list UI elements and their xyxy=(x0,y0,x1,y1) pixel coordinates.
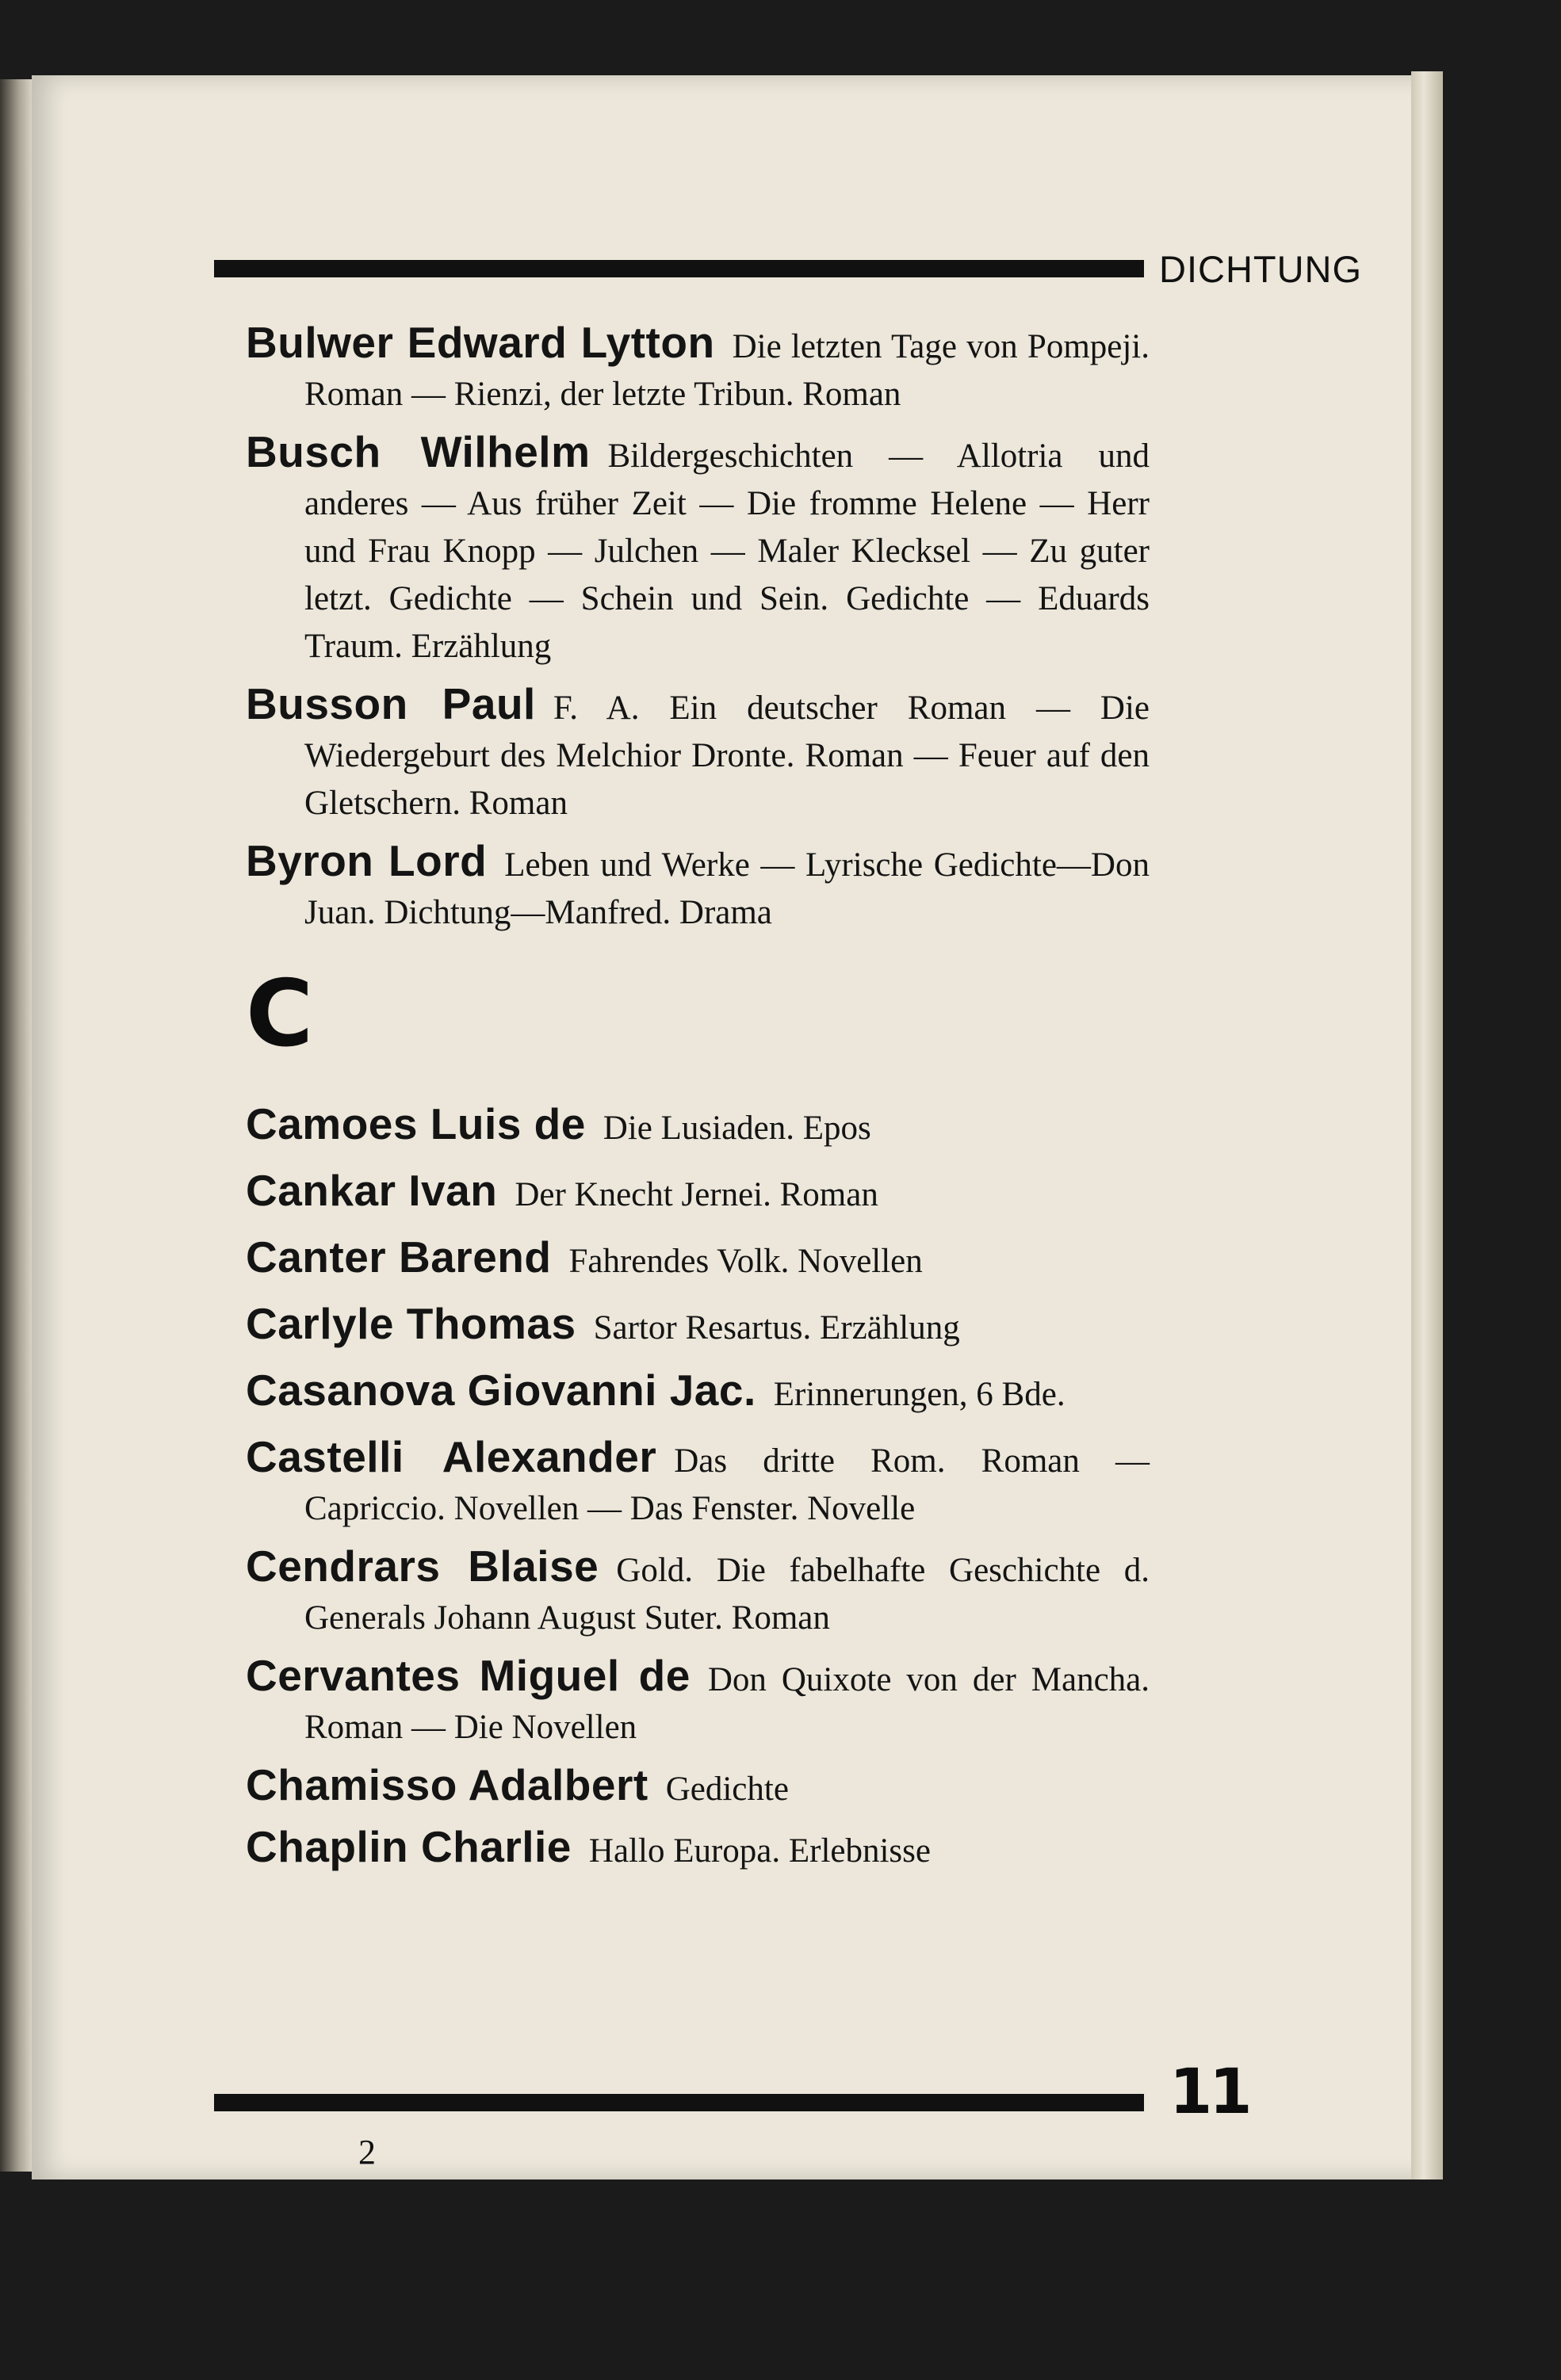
works-text: Bildergeschichten — Allotria und anderes — Aus früher Zeit — Die fromme Helene — Herr und Frau Knopp — Julchen — Maler Klecksel — Zu guter letzt. Gedichte — Schein und Sein. Gedichte — Eduards Traum. Erzählung xyxy=(304,437,1150,665)
works-text: Gold. Die fabelhafte Geschichte d. Generals Johann August Suter. Roman xyxy=(304,1552,1150,1637)
author-name: Carlyle Thomas xyxy=(246,1299,576,1348)
entry-carlyle xyxy=(246,1300,1150,1352)
entry-busch xyxy=(246,428,1150,670)
entry-chamisso xyxy=(246,1761,1150,1813)
entry-bulwer xyxy=(246,319,1150,418)
entry-list xyxy=(246,319,1150,1875)
author-name: Bulwer Edward Lytton xyxy=(246,318,715,367)
author-name: Cendrars Blaise xyxy=(246,1541,599,1591)
author-name: Chamisso Adalbert xyxy=(246,1760,649,1809)
entry-chaplin xyxy=(246,1823,1150,1875)
works-text: Fahrendes Volk. Novellen xyxy=(568,1243,923,1280)
works-text: F. A. Ein deutscher Roman — Die Wiedergeburt des Melchior Dronte. Roman — Feuer auf den Gletschern. Roman xyxy=(304,690,1150,822)
page-number: 11 xyxy=(1169,2057,1249,2128)
entry-cervantes xyxy=(246,1652,1150,1752)
works-text: Hallo Europa. Erlebnisse xyxy=(588,1832,931,1870)
author-name: Cervantes Miguel de xyxy=(246,1651,691,1700)
works-text: Sartor Resartus. Erzählung xyxy=(593,1309,960,1347)
entry-byron xyxy=(246,837,1150,937)
entry-castelli xyxy=(246,1433,1150,1533)
author-name: Cankar Ivan xyxy=(246,1166,498,1215)
entry-busson xyxy=(246,680,1150,827)
entry-canter xyxy=(246,1233,1150,1286)
footer-rule xyxy=(214,2094,1144,2111)
running-head: DICHTUNG xyxy=(1159,248,1363,290)
signature-mark: 2 xyxy=(358,2133,376,2172)
works-text: Gedichte xyxy=(665,1771,789,1808)
works-text: Die Lusiaden. Epos xyxy=(603,1110,871,1147)
works-text: Das dritte Rom. Roman — Capriccio. Novellen — Das Fenster. Novelle xyxy=(304,1442,1150,1527)
works-text: Leben und Werke — Lyrische Gedichte—Don Juan. Dichtung—Manfred. Drama xyxy=(304,846,1150,931)
author-name: Camoes Luis de xyxy=(246,1099,586,1148)
entry-cendrars xyxy=(246,1542,1150,1642)
author-name: Busch Wilhelm xyxy=(246,427,591,476)
left-page-edge xyxy=(0,79,32,2172)
works-text: Die letzten Tage von Pompeji. Roman — Rienzi, der letzte Tribun. Roman xyxy=(304,328,1150,413)
entry-cankar xyxy=(246,1167,1150,1219)
header-rule xyxy=(214,260,1144,277)
section-letter: C xyxy=(246,961,314,1068)
author-name: Byron Lord xyxy=(246,836,488,885)
entry-camoes xyxy=(246,1100,1150,1152)
entry-casanova xyxy=(246,1366,1150,1419)
author-name: Busson Paul xyxy=(246,679,536,728)
works-text: Erinnerungen, 6 Bde. xyxy=(773,1376,1066,1413)
author-name: Chaplin Charlie xyxy=(246,1822,572,1871)
author-name: Casanova Giovanni Jac. xyxy=(246,1366,756,1415)
author-name: Canter Barend xyxy=(246,1232,552,1282)
works-text: Der Knecht Jernei. Roman xyxy=(515,1176,878,1213)
works-text: Don Quixote von der Mancha. Roman — Die Novellen xyxy=(304,1661,1150,1746)
page-edge-stack xyxy=(1411,71,1443,2179)
author-name: Castelli Alexander xyxy=(246,1432,657,1481)
